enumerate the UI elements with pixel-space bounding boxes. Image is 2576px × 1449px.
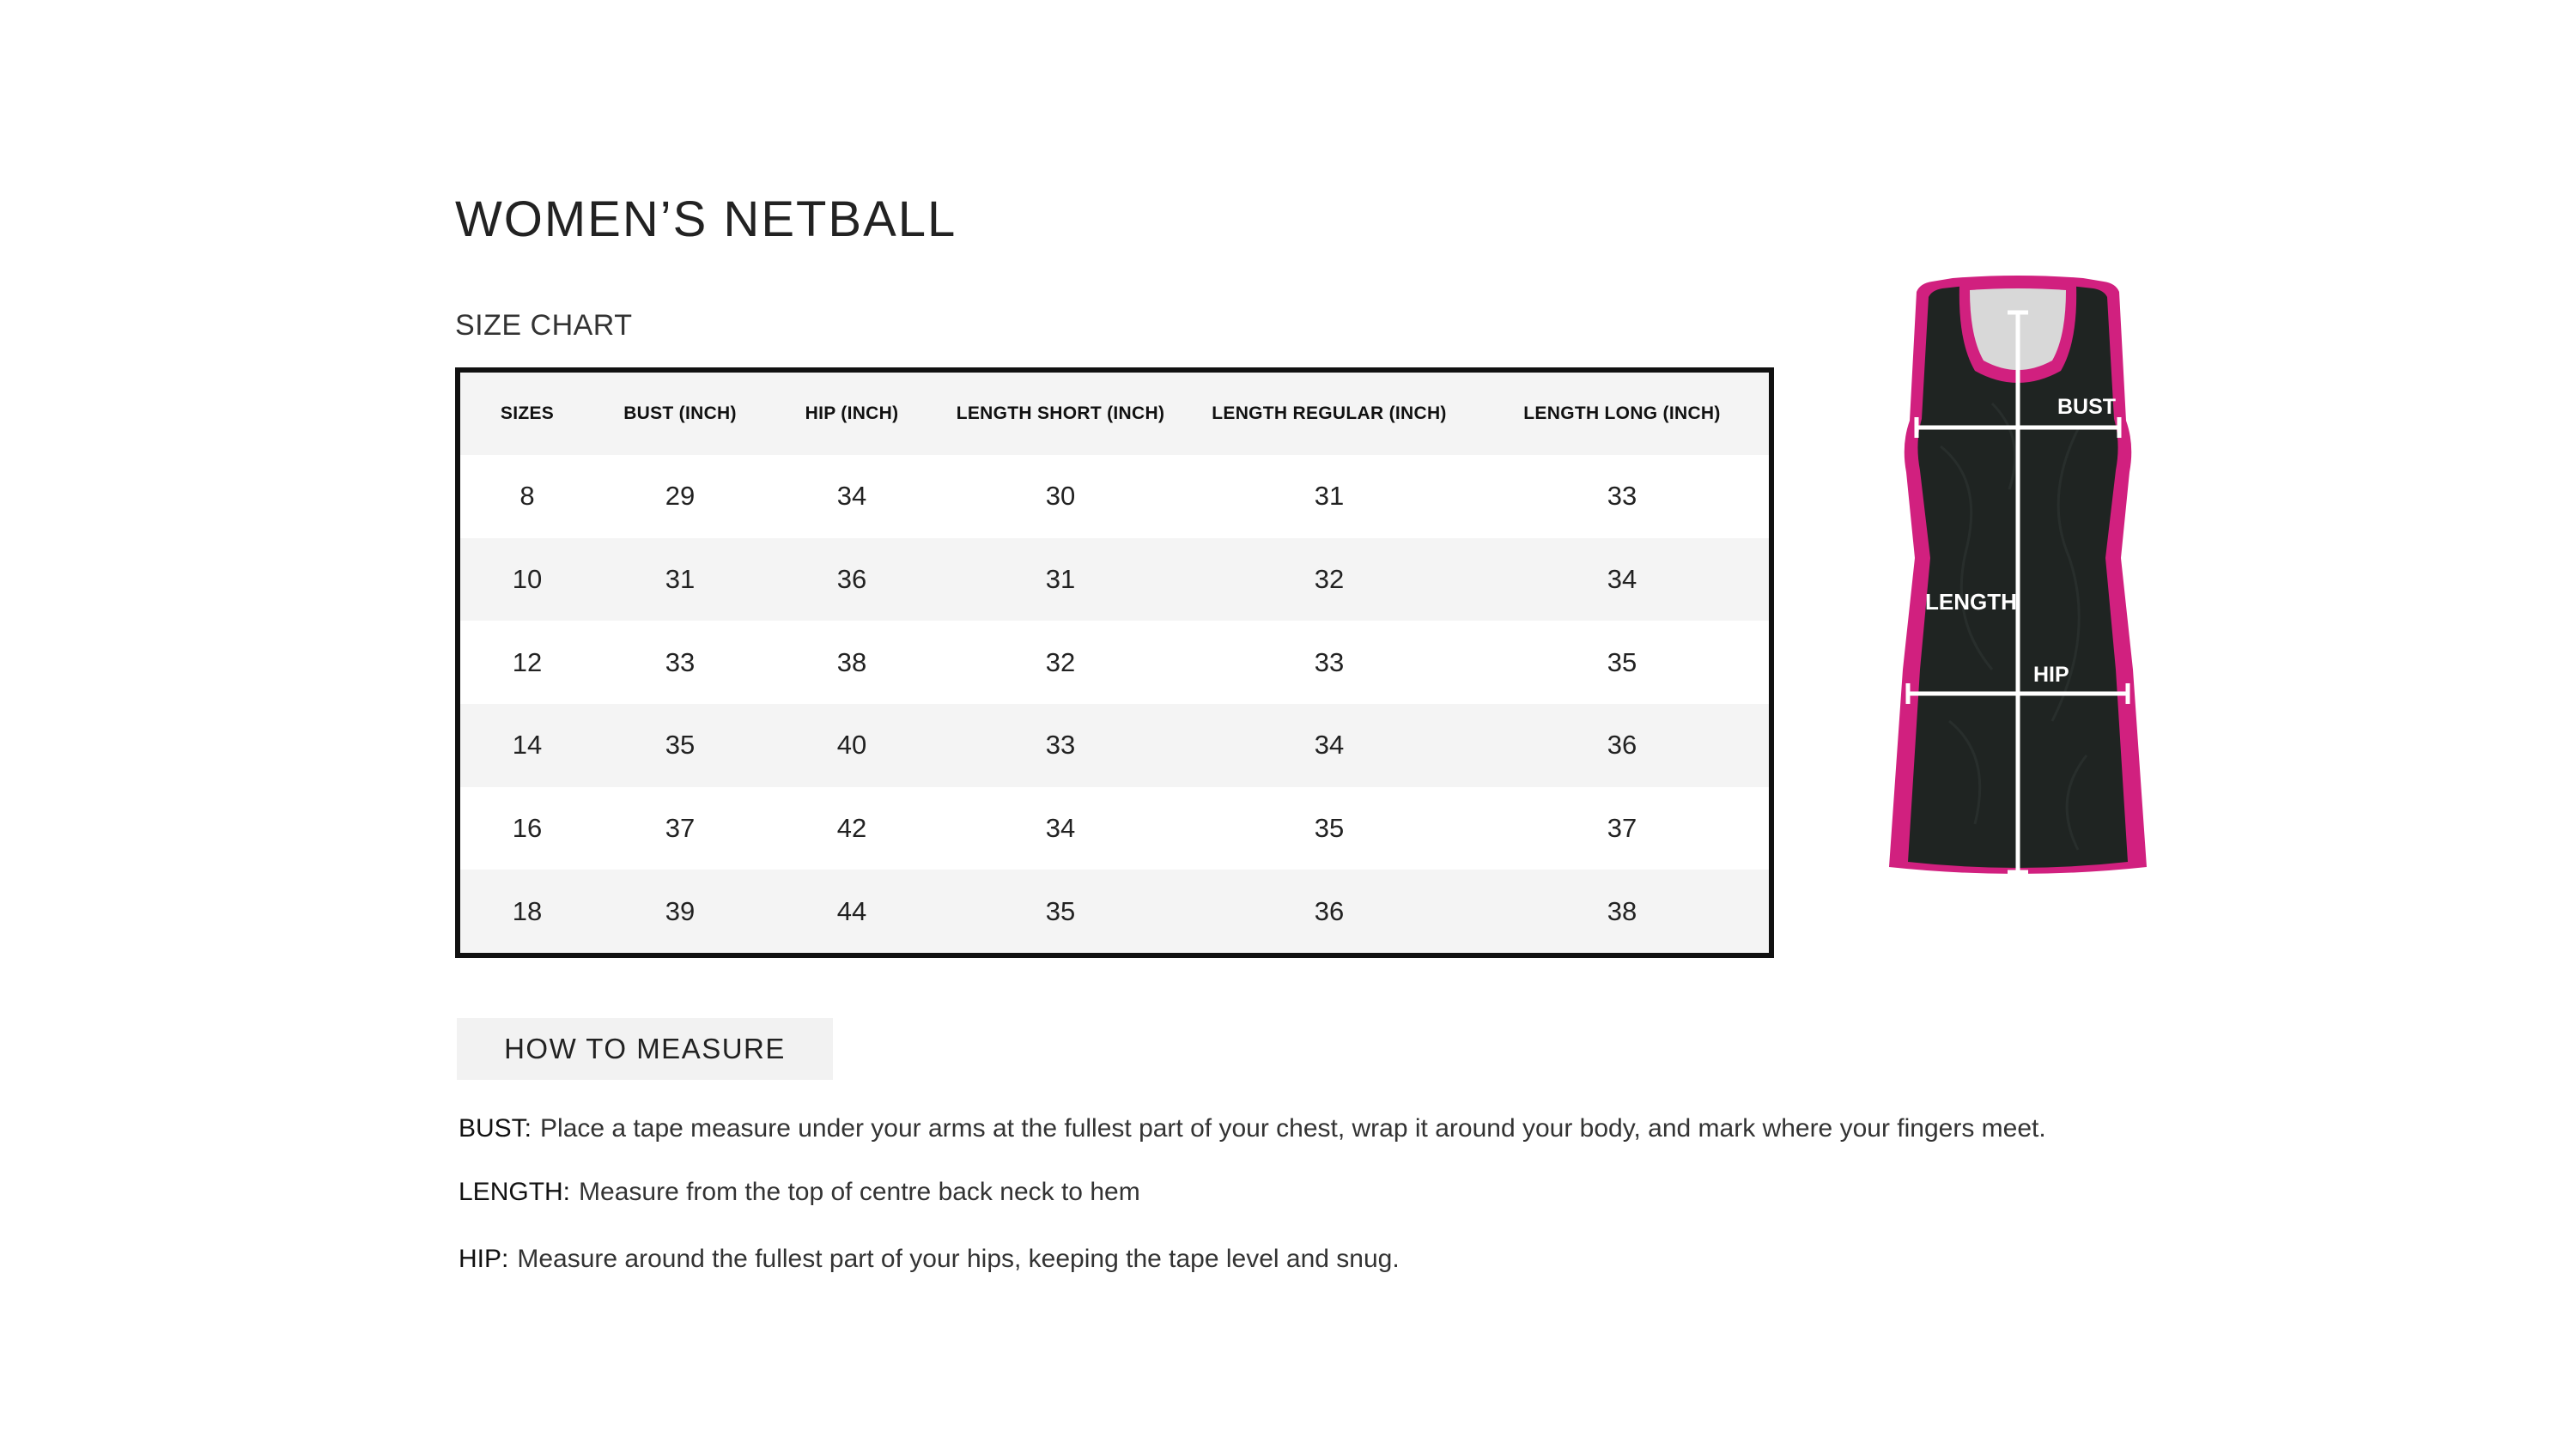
hip-cell: 42 — [766, 787, 938, 870]
netball-dress-measurement-figure — [1863, 275, 2172, 884]
bust-term: BUST: — [459, 1114, 532, 1143]
length-long-cell: 35 — [1475, 621, 1769, 704]
length-long-cell: 38 — [1475, 870, 1769, 953]
length-regular-cell: 33 — [1183, 621, 1475, 704]
column-header-sizes: SIZES — [460, 373, 594, 455]
bust-label: BUST — [2057, 395, 2117, 419]
length-long-cell: 37 — [1475, 787, 1769, 870]
page-title: WOMEN’S NETBALL — [455, 191, 957, 247]
length-instruction-text: Measure from the top of centre back neck to hem — [579, 1178, 1140, 1206]
length-short-cell: 34 — [938, 787, 1183, 870]
column-header-length-regular: LENGTH REGULAR (INCH) — [1183, 373, 1475, 455]
table-row — [460, 455, 1769, 538]
length-short-cell: 33 — [938, 704, 1183, 787]
column-header-bust: BUST (INCH) — [594, 373, 766, 455]
hip-cell: 36 — [766, 538, 938, 621]
length-short-cell: 31 — [938, 538, 1183, 621]
table-row — [460, 538, 1769, 621]
hip-measure-instruction — [459, 1245, 1400, 1274]
hip-cell: 38 — [766, 621, 938, 704]
length-short-cell: 35 — [938, 870, 1183, 953]
table-row — [460, 704, 1769, 787]
hip-instruction-text: Measure around the fullest part of your hips, keeping the tape level and snug. — [517, 1245, 1400, 1273]
bust-cell: 35 — [594, 704, 766, 787]
table-row — [460, 870, 1769, 953]
column-header-length-long: LENGTH LONG (INCH) — [1475, 373, 1769, 455]
size-cell: 8 — [460, 455, 594, 538]
length-short-cell: 32 — [938, 621, 1183, 704]
length-long-cell: 34 — [1475, 538, 1769, 621]
length-regular-cell: 35 — [1183, 787, 1475, 870]
length-label: LENGTH — [1925, 589, 2017, 615]
length-regular-cell: 31 — [1183, 455, 1475, 538]
length-regular-cell: 32 — [1183, 538, 1475, 621]
length-long-cell: 33 — [1475, 455, 1769, 538]
table-row — [460, 787, 1769, 870]
hip-label: HIP — [2033, 663, 2069, 687]
bust-cell: 29 — [594, 455, 766, 538]
bust-cell: 37 — [594, 787, 766, 870]
netball-dress-illustration — [1863, 275, 2172, 884]
size-chart-table — [460, 373, 1769, 953]
table-header-row — [460, 373, 1769, 455]
length-term: LENGTH: — [459, 1178, 571, 1206]
column-header-length-short: LENGTH SHORT (INCH) — [938, 373, 1183, 455]
column-header-hip: HIP (INCH) — [766, 373, 938, 455]
length-long-cell: 36 — [1475, 704, 1769, 787]
length-regular-cell: 34 — [1183, 704, 1475, 787]
bust-cell: 33 — [594, 621, 766, 704]
hip-cell: 40 — [766, 704, 938, 787]
size-chart-table-frame — [455, 367, 1774, 958]
length-short-cell: 30 — [938, 455, 1183, 538]
how-to-measure-heading: HOW TO MEASURE — [457, 1018, 833, 1080]
table-row — [460, 621, 1769, 704]
hip-term: HIP: — [459, 1245, 509, 1273]
hip-cell: 44 — [766, 870, 938, 953]
size-cell: 18 — [460, 870, 594, 953]
bust-instruction-text: Place a tape measure under your arms at the fullest part of your chest, wrap it around your body, and mark where your fingers meet. — [540, 1114, 2046, 1143]
hip-cell: 34 — [766, 455, 938, 538]
bust-cell: 31 — [594, 538, 766, 621]
size-chart-subtitle: SIZE CHART — [455, 309, 633, 342]
size-cell: 14 — [460, 704, 594, 787]
size-cell: 16 — [460, 787, 594, 870]
length-regular-cell: 36 — [1183, 870, 1475, 953]
bust-measure-instruction — [459, 1114, 2046, 1143]
bust-cell: 39 — [594, 870, 766, 953]
size-cell: 10 — [460, 538, 594, 621]
length-measure-instruction — [459, 1178, 1140, 1207]
size-cell: 12 — [460, 621, 594, 704]
